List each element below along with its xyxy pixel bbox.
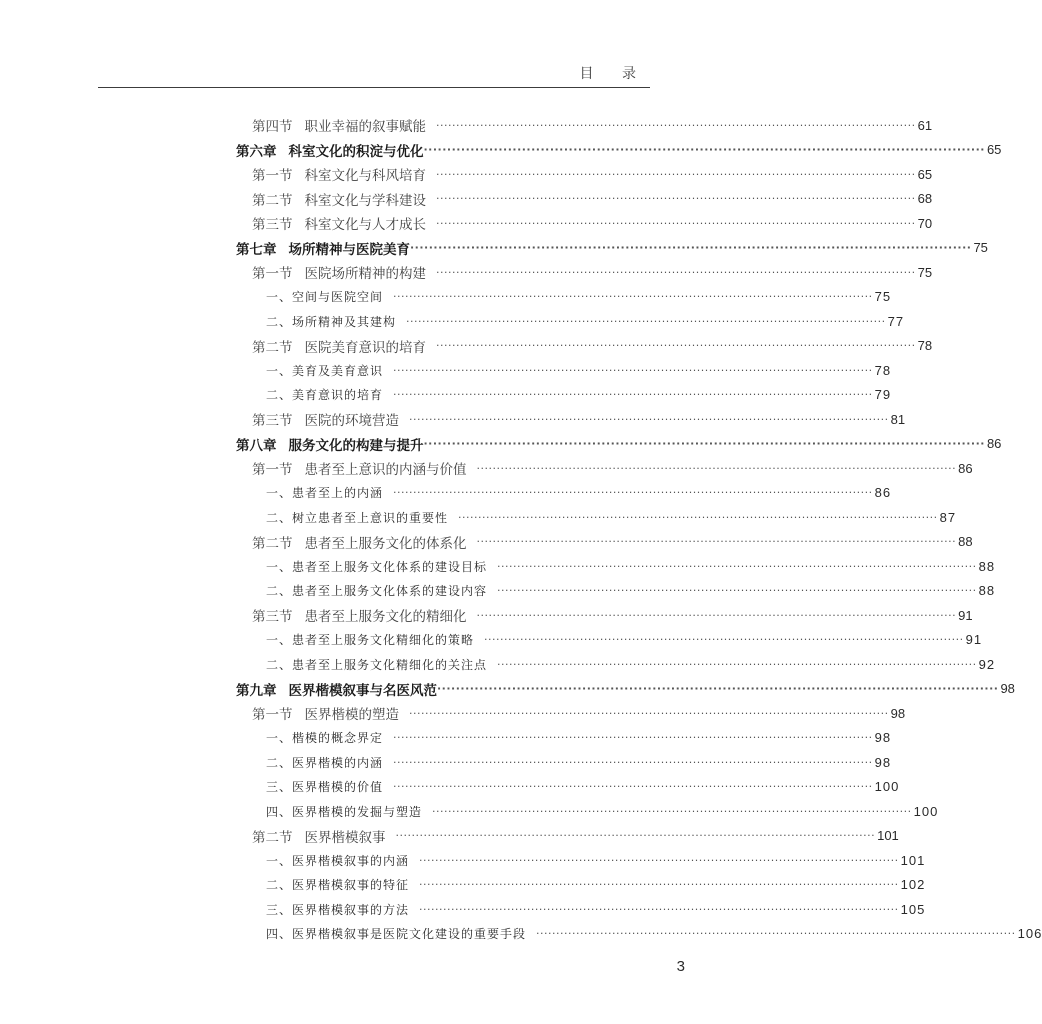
toc-entry-chapter[interactable] (236, 677, 1015, 701)
toc-entry-page: 65 (986, 142, 1002, 157)
toc-entry-title: 服务文化的构建与提升 (288, 437, 424, 454)
toc-entry-title: 三、医界楷模叙事的方法 (266, 902, 410, 917)
toc-entry-page: 86 (986, 436, 1002, 451)
toc-leader-dots: ························································································································ (419, 853, 899, 867)
toc-entry-title: 二、医界楷模叙事的特征 (266, 878, 410, 892)
toc-entry-section[interactable] (252, 260, 933, 284)
toc-leader-dots: ························································································································ (436, 216, 916, 230)
toc-entry-number: 第二节 (252, 829, 293, 846)
toc-entry-page: 101 (877, 828, 899, 843)
toc-entry-section[interactable] (252, 456, 973, 480)
toc-entry-page: 100 (913, 803, 939, 819)
toc-entry-subsection[interactable] (266, 358, 892, 382)
toc-entry-subsection[interactable] (266, 285, 892, 309)
toc-entry-number: 第七章 (236, 241, 277, 258)
toc-entry-page: 98 (1000, 681, 1015, 696)
toc-entry-title: 医院的环境营造 (304, 413, 399, 429)
toc-leader-dots: ························································································································ (436, 339, 916, 352)
toc-leader-dots: ························································································································ (436, 265, 916, 279)
toc-entry-section[interactable] (252, 701, 906, 725)
toc-leader-dots: ························································································································ (409, 412, 889, 426)
toc-entry-title: 患者至上服务文化的精细化 (304, 609, 467, 625)
toc-entry-section[interactable] (252, 530, 973, 554)
toc-entry-subsection[interactable] (266, 897, 926, 921)
toc-entry-subsection[interactable] (266, 481, 892, 505)
toc-entry-number: 第三节 (252, 413, 293, 429)
toc-entry-page: 77 (887, 313, 905, 329)
toc-entry-page: 70 (917, 215, 933, 231)
toc-leader-dots: ························································································································ (436, 167, 916, 181)
toc-entry-number: 第三节 (252, 217, 293, 233)
toc-entry-page: 78 (874, 362, 892, 378)
toc-entry-chapter[interactable] (236, 432, 1002, 456)
toc-entry-title: 患者至上服务文化的体系化 (304, 535, 467, 552)
toc-leader-dots: ························································································································ (395, 829, 876, 842)
toc-entry-title: 三、医界楷模的价值 (266, 780, 384, 794)
toc-entry-title: 科室文化的积淀与优化 (288, 143, 424, 160)
toc-entry-title: 二、医界楷模的内涵 (266, 755, 384, 770)
toc-leader-dots: ························································································································ (476, 535, 957, 548)
toc-entry-title: 科室文化与学科建设 (304, 192, 426, 209)
toc-entry-page: 98 (874, 754, 892, 770)
toc-leader-dots: ························································································································ (458, 510, 938, 524)
toc-entry-title: 四、医界楷模叙事是医院文化建设的重要手段 (266, 927, 527, 941)
toc-leader-dots: ························································································································ (497, 657, 977, 671)
toc-entry-title: 医界楷模叙事与名医风范 (288, 682, 437, 699)
toc-entry-page: 81 (890, 411, 906, 427)
toc-leader-dots: ························································································································ (423, 143, 985, 156)
toc-entry-page: 61 (917, 117, 933, 133)
toc-entry-page: 75 (874, 289, 892, 304)
toc-entry-title: 二、美育意识的培育 (266, 388, 384, 402)
toc-leader-dots: ························································································································ (436, 192, 916, 205)
toc-entry-subsection[interactable] (266, 383, 892, 407)
toc-entry-title: 四、医界楷模的发掘与塑造 (266, 804, 423, 819)
toc-entry-title: 医院美育意识的培育 (304, 339, 426, 356)
toc-entry-section[interactable] (252, 603, 973, 627)
toc-entry-subsection[interactable] (266, 775, 900, 799)
toc-entry-title: 一、医界楷模叙事的内涵 (266, 853, 410, 868)
toc-leader-dots: ························································································································ (437, 682, 999, 695)
toc-entry-page: 100 (874, 779, 900, 794)
toc-entry-title: 二、树立患者至上意识的重要性 (266, 510, 449, 525)
toc-entry-page: 98 (890, 705, 906, 721)
toc-entry-page: 65 (917, 166, 933, 182)
toc-entry-section[interactable] (252, 211, 933, 235)
toc-entry-title: 一、美育及美育意识 (266, 363, 384, 378)
toc-entry-subsection[interactable] (266, 554, 996, 578)
toc-leader-dots: ························································································································ (419, 902, 899, 916)
toc-leader-dots: ························································································································ (410, 241, 972, 254)
toc-leader-dots: ························································································································ (393, 755, 873, 769)
toc-entry-page: 88 (958, 534, 973, 549)
toc-entry-chapter[interactable] (236, 138, 1002, 162)
toc-leader-dots: ························································································································ (406, 314, 886, 328)
toc-entry-subsection[interactable] (266, 628, 983, 652)
toc-leader-dots: ························································································································ (419, 878, 899, 891)
toc-entry-page: 79 (874, 387, 892, 402)
toc-leader-dots: ························································································································ (409, 706, 889, 720)
toc-leader-dots: ························································································································ (393, 486, 873, 499)
toc-entry-page: 88 (978, 583, 996, 598)
toc-entry-title: 患者至上意识的内涵与价值 (304, 462, 467, 478)
toc-leader-dots: ························································································································ (423, 437, 985, 450)
toc-leader-dots: ························································································································ (436, 118, 916, 132)
toc-entry-section[interactable] (252, 187, 933, 211)
toc-entry-page: 101 (900, 852, 926, 868)
toc-entry-subsection[interactable] (266, 873, 926, 897)
toc-entry-number: 第一节 (252, 707, 293, 723)
toc-leader-dots: ························································································································ (393, 363, 873, 377)
toc-entry-title: 医院场所精神的构建 (304, 266, 426, 282)
toc-entry-number: 第二节 (252, 339, 293, 356)
toc-entry-title: 职业幸福的叙事赋能 (304, 119, 426, 135)
toc-entry-title: 二、患者至上服务文化精细化的关注点 (266, 657, 488, 672)
toc-entry-page: 106 (1017, 926, 1042, 941)
toc-entry-subsection[interactable] (266, 750, 892, 774)
toc-leader-dots: ························································································································ (393, 290, 873, 303)
toc-entry-page: 98 (874, 730, 892, 745)
toc-leader-dots: ························································································································ (393, 388, 873, 401)
toc-leader-dots: ························································································································ (536, 927, 1016, 940)
toc-entry-page: 105 (900, 901, 926, 917)
toc-entry-page: 86 (874, 485, 892, 500)
toc-entry-subsection[interactable] (266, 505, 957, 529)
toc-leader-dots: ························································································································ (476, 461, 957, 475)
toc-entry-subsection[interactable] (266, 848, 926, 872)
toc-entry-number: 第九章 (236, 682, 277, 699)
toc-entry-title: 场所精神与医院美育 (288, 241, 410, 258)
toc-entry-section[interactable] (252, 824, 899, 848)
toc-leader-dots: ························································································································ (432, 804, 912, 818)
toc-entry-title: 一、患者至上服务文化体系的建设目标 (266, 559, 488, 574)
toc-entry-title: 一、患者至上的内涵 (266, 486, 384, 500)
toc-entry-page: 91 (958, 607, 973, 623)
header-title: 目 录 (579, 66, 648, 82)
toc-entry-subsection[interactable] (266, 726, 892, 750)
toc-entry-page: 78 (917, 338, 933, 353)
toc-entry-page: 92 (978, 656, 996, 672)
toc-entry-page: 75 (917, 264, 933, 280)
toc-entry-subsection[interactable] (266, 309, 905, 333)
toc-entry-title: 二、患者至上服务文化体系的建设内容 (266, 584, 488, 598)
toc-leader-dots: ························································································································ (484, 633, 964, 646)
page-header (98, 55, 650, 88)
toc-entry-number: 第二节 (252, 192, 293, 209)
toc-entry-subsection[interactable] (266, 799, 939, 823)
toc-entry-number: 第三节 (252, 609, 293, 625)
toc-entry-page: 86 (958, 460, 973, 476)
toc-entry-section[interactable] (252, 113, 933, 137)
toc-entry-chapter[interactable] (236, 236, 988, 260)
toc-leader-dots: ························································································································ (393, 731, 873, 744)
toc-entry-subsection[interactable] (266, 579, 996, 603)
toc-entry-section[interactable] (252, 334, 933, 358)
toc-entry-number: 第一节 (252, 266, 293, 282)
toc-leader-dots: ························································································································ (476, 608, 957, 622)
toc-entry-section[interactable] (252, 162, 933, 186)
toc-entry-page: 75 (973, 240, 988, 255)
toc-entry-number: 第一节 (252, 168, 293, 184)
toc-entry-title: 科室文化与人才成长 (304, 217, 426, 233)
toc-leader-dots: ························································································································ (497, 584, 977, 597)
toc-leader-dots: ························································································································ (497, 559, 977, 573)
toc-entry-page: 87 (939, 509, 957, 525)
toc-entry-number: 第二节 (252, 535, 293, 552)
page-number: 3 (676, 958, 685, 975)
toc-entry-page: 88 (978, 558, 996, 574)
toc-entry-page: 102 (900, 877, 926, 892)
toc-entry-section[interactable] (252, 407, 906, 431)
toc-entry-number: 第八章 (236, 437, 277, 454)
toc-entry-page: 68 (917, 191, 933, 206)
toc-entry-number: 第四节 (252, 119, 293, 135)
toc-entry-subsection[interactable] (266, 922, 1042, 946)
toc-entry-title: 医界楷模的塑造 (304, 707, 399, 723)
toc-entry-subsection[interactable] (266, 652, 996, 676)
toc-entry-number: 第六章 (236, 143, 277, 160)
toc-entry-page: 91 (965, 632, 983, 647)
toc-entry-number: 第一节 (252, 462, 293, 478)
toc-entry-title: 一、空间与医院空间 (266, 290, 384, 304)
toc-entry-title: 二、场所精神及其建构 (266, 314, 397, 329)
toc-entry-title: 医界楷模叙事 (304, 829, 386, 846)
toc-entry-title: 一、患者至上服务文化精细化的策略 (266, 633, 475, 647)
toc-entry-title: 科室文化与科风培育 (304, 168, 426, 184)
toc-entry-title: 一、楷模的概念界定 (266, 731, 384, 745)
toc-leader-dots: ························································································································ (393, 780, 873, 793)
